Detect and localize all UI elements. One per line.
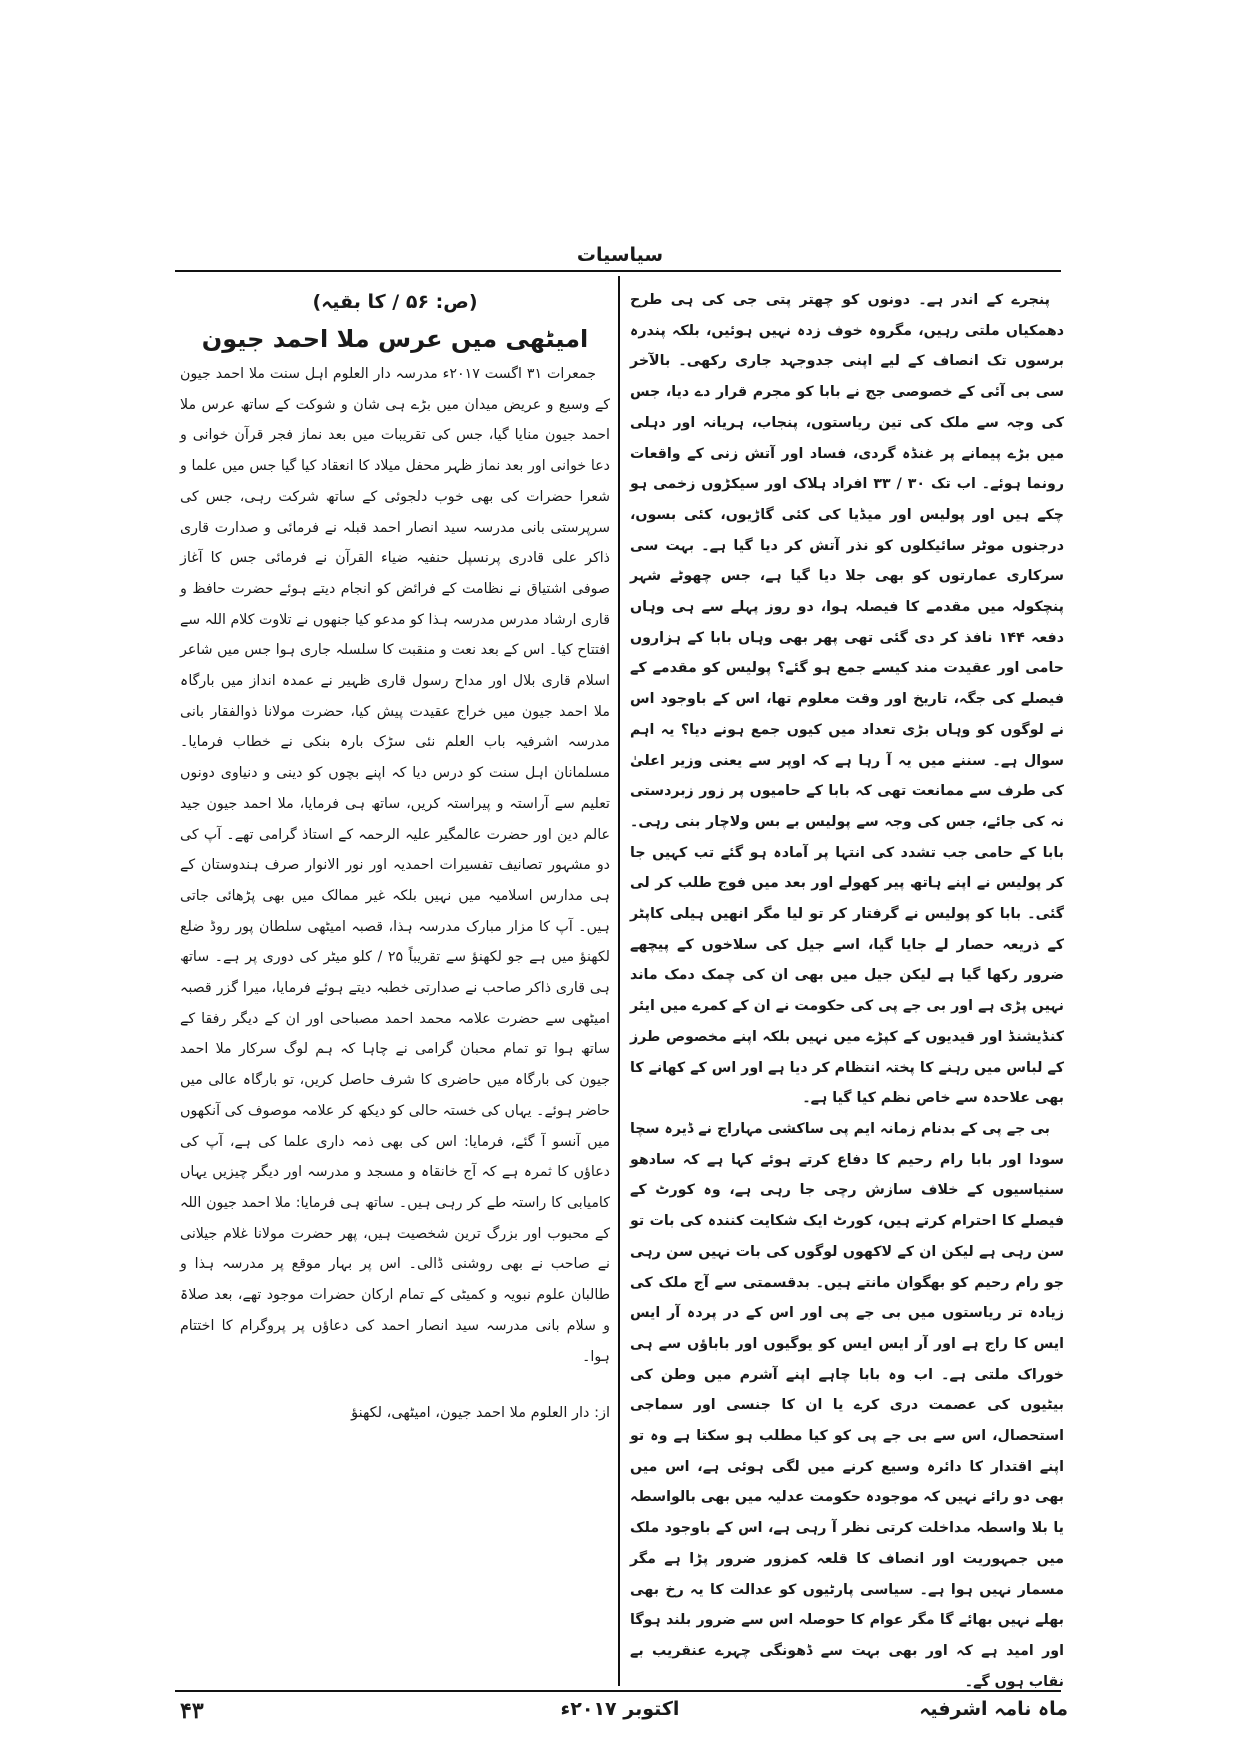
right-column-paragraph-2: بی جے پی کے بدنام زمانہ ایم پی ساکشی مہاراج نے ڈیرہ سچا سودا اور بابا رام رحیم کا دفاع کرتے ہوئے کہا ہے کہ سادھو سنیاسیوں کے خلاف سازش رچی جا رہی ہے، وہ کورٹ کے فیصلے کا احترام کرتے ہیں، کورٹ ایک شکایت کنندہ کی بات تو سن رہی ہے لیکن ان کے لاکھوں لوگوں کی بات نہیں سن رہی جو رام رحیم کو بھگوان مانتے ہیں۔ بدقسمتی سے آج ملک کی زیادہ تر ریاستوں میں بی جے پی اور اس کے در پردہ آر ایس ایس کا راج ہے اور آر ایس ایس کو یوگیوں اور باباؤں سے ہی خوراک ملتی ہے۔ اب وہ بابا چاہے اپنے آشرم میں وطن کی بیٹیوں کی عصمت دری کرے یا ان کا جنسی اور سماجی استحصال، اس سے بی جے پی کو کیا مطلب ہو سکتا ہے وہ تو اپنے اقتدار کا دائرہ وسیع کرنے میں لگی ہوئی ہے، اس میں بھی دو رائے نہیں کہ موجودہ حکومت عدلیہ میں بھی بالواسطہ یا بلا واسطہ مداخلت کرتی نظر آ رہی ہے، اس کے باوجود ملک میں جمہوریت اور انصاف کا قلعہ کمزور ضرور پڑا ہے مگر مسمار نہیں ہوا ہے۔ سیاسی پارٹیوں کو عدالت کا یہ رخ بھی بھلے نہیں بھائے گا مگر عوام کا حوصلہ اس سے ضرور بلند ہوگا اور امید ہے کہ اور بھی بہت سے ڈھونگی چہرے عنقریب بے نقاب ہوں گے۔ — [630, 1120, 1064, 1690]
column-divider — [618, 276, 620, 1686]
page-number: ۴۳ — [180, 1698, 204, 1724]
article-title: امیٹھی میں عرس ملا احمد جیون — [201, 325, 589, 353]
footer-rule — [175, 1690, 1061, 1692]
left-column-paragraph: جمعرات ۳۱ اگست ۲۰۱۷ء مدرسہ دار العلوم اہل سنت ملا احمد جیون کے وسیع و عریض میدان میں بڑے ہی شان و شوکت کے ساتھ عرس ملا احمد جیون منایا گیا، جس کی تقریبات میں بعد نماز فجر قرآن خوانی و دعا خوانی اور بعد نماز ظہر محفل میلاد کا انعقاد کیا گیا جس میں علما و شعرا حضرات کی بھی خوب دلجوئی کے ساتھ شرکت رہی، جس کی سرپرستی بانی مدرسہ سید انصار احمد قبلہ نے فرمائی و صدارت قاری ذاکر علی قادری پرنسپل حنفیہ ضیاء القرآن نے فرمائی جس کا آغاز صوفی اشتیاق نے نظامت کے فرائض کو انجام دیتے ہوئے حضرت حافظ و قاری ارشاد مدرس مدرسہ ہذا کو مدعو کیا جنھوں نے تلاوت کلام اللہ سے افتتاح کیا۔ اس کے بعد نعت و منقبت کا سلسلہ جاری ہوا جس میں شاعر اسلام قاری بلال اور مداح رسول قاری ظہیر نے عمدہ انداز میں بارگاہ ملا احمد جیون میں خراج عقیدت پیش کیا، حضرت مولانا ذوالفقار بانی مدرسہ اشرفیہ باب العلم نئی سڑک بارہ بنکی نے خطاب فرمایا۔ مسلمانان اہل سنت کو درس دیا کہ اپنے بچوں کو دینی و دنیاوی دونوں تعلیم سے آراستہ و پیراستہ کریں، ساتھ ہی فرمایا، ملا احمد جیون جید عالم دین اور حضرت عالمگیر علیہ الرحمہ کے استاذ گرامی تھے۔ آپ کی دو مشہور تصانیف تفسیرات احمدیہ اور نور الانوار صرف ہندوستان کے ہی مدارس اسلامیہ میں نہیں بلکہ غیر ممالک میں بھی پڑھائی جاتی ہیں۔ آپ کا مزار مبارک مدرسہ ہذا، قصبہ امیٹھی سلطان پور روڈ ضلع لکھنؤ میں ہے جو لکھنؤ سے تقریباً ۲۵ / کلو میٹر کی دوری پر ہے۔ ساتھ ہی قاری ذاکر صاحب نے صدارتی خطبہ دیتے ہوئے فرمایا، میرا گزر قصبہ امیٹھی سے حضرت علامہ محمد احمد مصباحی اور ان کے دیگر رفقا کے ساتھ ہوا تو تمام محبان گرامی نے چاہا کہ ہم لوگ سرکار ملا احمد جیون کی بارگاہ میں حاضری کا شرف حاصل کریں، تو بارگاہ عالی میں حاضر ہوئے۔ یہاں کی خستہ حالی کو دیکھ کر علامہ موصوف کی آنکھوں میں آنسو آ گئے، فرمایا: اس کی بھی ذمہ داری علما کی ہے، آپ کی دعاؤں کا ثمرہ ہے کہ آج خانقاہ و مسجد و مدرسہ اور دیگر چیزیں یہاں کامیابی کا راستہ طے کر رہی ہیں۔ ساتھ ہی فرمایا: ملا احمد جیون اللہ کے محبوب اور بزرگ ترین شخصیت ہیں، پھر حضرت مولانا غلام جیلانی نے صاحب نے بھی روشنی ڈالی۔ اس پر بہار موقع پر مدرسہ ہذا و طالبان علوم نبویہ و کمیٹی کے تمام ارکان حضرات موجود تھے، بعد صلاۃ و سلام بانی مدرسہ سید انصار احمد کی دعاؤں پر پروگرام کا اختتام ہوا۔ — [179, 366, 610, 1365]
magazine-name: ماہ نامہ اشرفیہ — [919, 1698, 1068, 1720]
right-column-paragraph-1: پنجرے کے اندر ہے۔ دونوں کو چھتر پتی جی کی ہی طرح دھمکیاں ملتی رہیں، مگروہ خوف زدہ نہیں ہوئیں، بلکہ پندرہ برسوں تک انصاف کے لیے اپنی جدوجہد جاری رکھی۔ بالآخر سی بی آئی کے خصوصی جج نے بابا کو مجرم قرار دے دیا، جس کی وجہ سے ملک کی تین ریاستوں، پنجاب، ہریانہ اور دہلی میں بڑے پیمانے پر غنڈہ گردی، فساد اور آتش زنی کے واقعات رونما ہوئے۔ اب تک ۳۰ / ۳۳ افراد ہلاک اور سیکڑوں زخمی ہو چکے ہیں اور پولیس اور میڈیا کی کئی گاڑیوں، کئی بسوں، درجنوں موٹر سائیکلوں کو نذر آتش کر دیا گیا ہے۔ بہت سی سرکاری عمارتوں کو بھی جلا دیا گیا ہے، جس چھوٹے شہر پنچکولہ میں مقدمے کا فیصلہ ہوا، دو روز پہلے سے ہی وہاں دفعہ ۱۴۴ نافذ کر دی گئی تھی پھر بھی وہاں بابا کے ہزاروں حامی اور عقیدت مند کیسے جمع ہو گئے؟ پولیس کو مقدمے کے فیصلے کی جگہ، تاریخ اور وقت معلوم تھا، اس کے باوجود اس نے لوگوں کو وہاں بڑی تعداد میں کیوں جمع ہونے دیا؟ یہ اہم سوال ہے۔ سننے میں یہ آ رہا ہے کہ اوپر سے یعنی وزیر اعلیٰ کی طرف سے ممانعت تھی کہ بابا کے حامیوں پر زور زبردستی نہ کی جائے، جس کی وجہ سے پولیس بے بس ولاچار بنی رہی۔ بابا کے حامی جب تشدد کی انتہا پر آمادہ ہو گئے تب کہیں جا کر پولیس نے اپنے ہاتھ پیر کھولے اور بعد میں فوج طلب کر لی گئی۔ بابا کو پولیس نے گرفتار کر تو لیا مگر انھیں ہیلی کاپٹر کے ذریعہ حصار لے جایا گیا، اسے جیل کی سلاخوں کے پیچھے ضرور رکھا گیا ہے لیکن جیل میں بھی ان کی چمک دمک ماند نہیں پڑی ہے اور بی جے پی کی حکومت نے ان کے کمرے میں ایئر کنڈیشنڈ اور قیدیوں کے کپڑے میں نہیں بلکہ اپنے مخصوص طرز کے لباس میں رہنے کا پختہ انتظام کر دیا ہے اور اس کے کھانے کا بھی علاحدہ سے خاص نظم کیا گیا ہے۔ — [630, 292, 1065, 1107]
header-rule — [175, 270, 1061, 272]
issue-date: اکتوبر ۲۰۱۷ء — [560, 1698, 680, 1720]
running-title: سیاسیات — [576, 244, 664, 266]
right-column — [630, 285, 1064, 1697]
continuation-reference: (ص: ۵۶ / کا بقیہ) — [312, 291, 478, 313]
left-column — [180, 285, 610, 1429]
article-credit: از: دار العلوم ملا احمد جیون، امیٹھی، لکھنؤ — [351, 1405, 610, 1422]
